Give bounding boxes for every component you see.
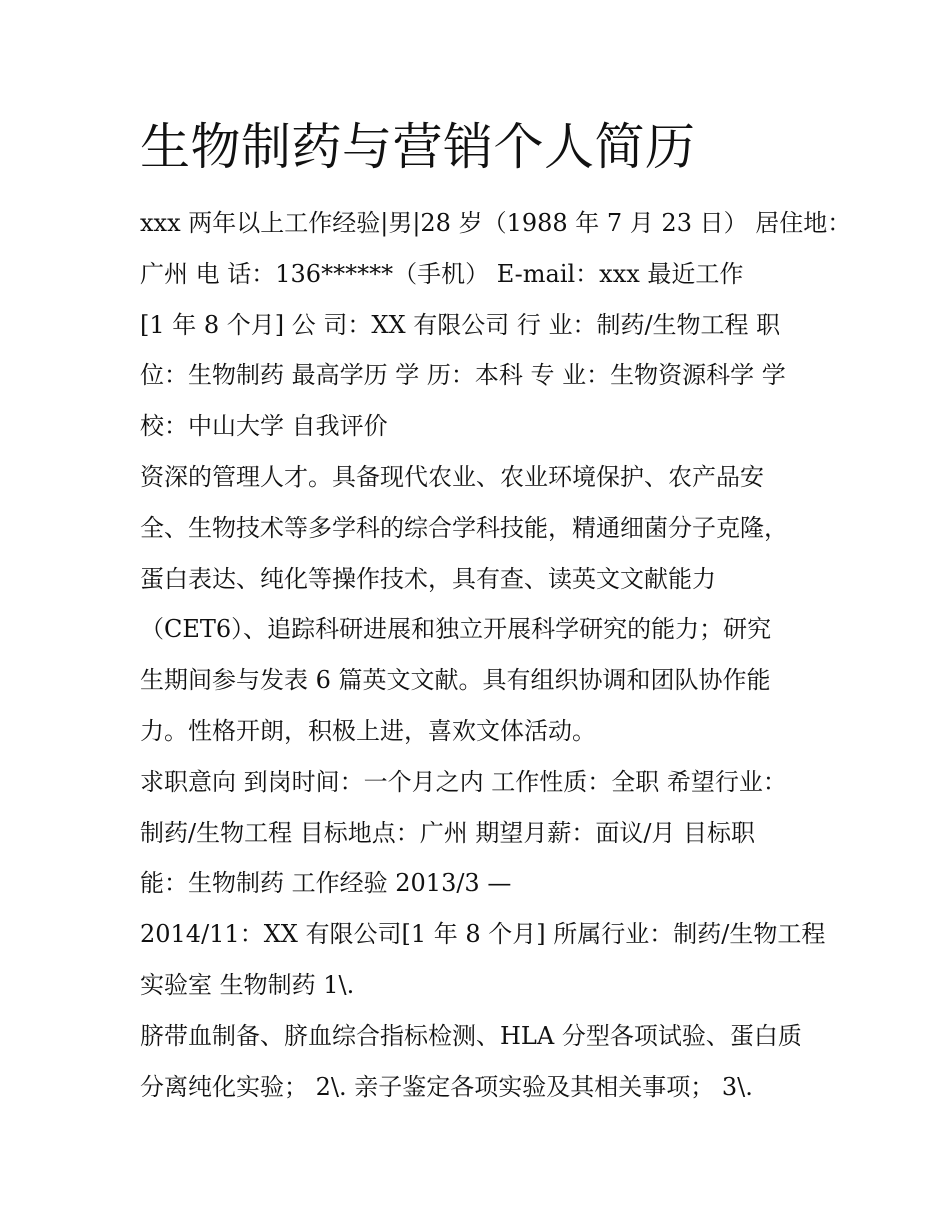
text-line: 全、生物技术等多学科的综合学科技能，精通细菌分子克隆， (140, 513, 788, 542)
text-line: 广州 电 话：136******（手机） E-mail：xxx 最近工作 (140, 259, 744, 288)
resume-title: 生物制药与营销个人简历 (140, 118, 696, 176)
text-line: [1 年 8 个月] 公 司：XX 有限公司 行 业：制药/生物工程 职 (140, 310, 781, 339)
text-line: xxx 两年以上工作经验|男|28 岁（1988 年 7 月 23 日） 居住地： (140, 209, 852, 237)
text-line: 求职意向 到岗时间：一个月之内 工作性质：全职 希望行业： (140, 767, 787, 796)
text-line: （CET6）、追踪科研进展和独立开展科学研究的能力；研究 (140, 615, 772, 644)
text-line: 能：生物制药 工作经验 2013/3 — (140, 869, 512, 898)
text-line: 资深的管理人才。具备现代农业、农业环境保护、农产品安 (140, 462, 764, 491)
text-line: 力。性格开朗，积极上进，喜欢文体活动。 (140, 716, 596, 745)
text-line: 生期间参与发表 6 篇英文文献。具有组织协调和团队协作能 (140, 666, 771, 695)
text-line: 实验室 生物制药 1\. (140, 970, 355, 999)
text-line: 校：中山大学 自我评价 (140, 412, 388, 441)
text-line: 制药/生物工程 目标地点：广州 期望月薪：面议/月 目标职 (140, 818, 756, 847)
resume-body (140, 198, 852, 1112)
text-line: 2014/11：XX 有限公司[1 年 8 个月] 所属行业：制药/生物工程 (140, 920, 826, 949)
text-line: 蛋白表达、纯化等操作技术，具有查、读英文文献能力 (140, 564, 716, 593)
text-line: 脐带血制备、脐血综合指标检测、HLA 分型各项试验、蛋白质 (140, 1021, 802, 1050)
text-line: 分离纯化实验； 2\. 亲子鉴定各项实验及其相关事项； 3\. (140, 1072, 753, 1101)
text-line: 位：生物制药 最高学历 学 历：本科 专 业：生物资源科学 学 (140, 361, 786, 390)
